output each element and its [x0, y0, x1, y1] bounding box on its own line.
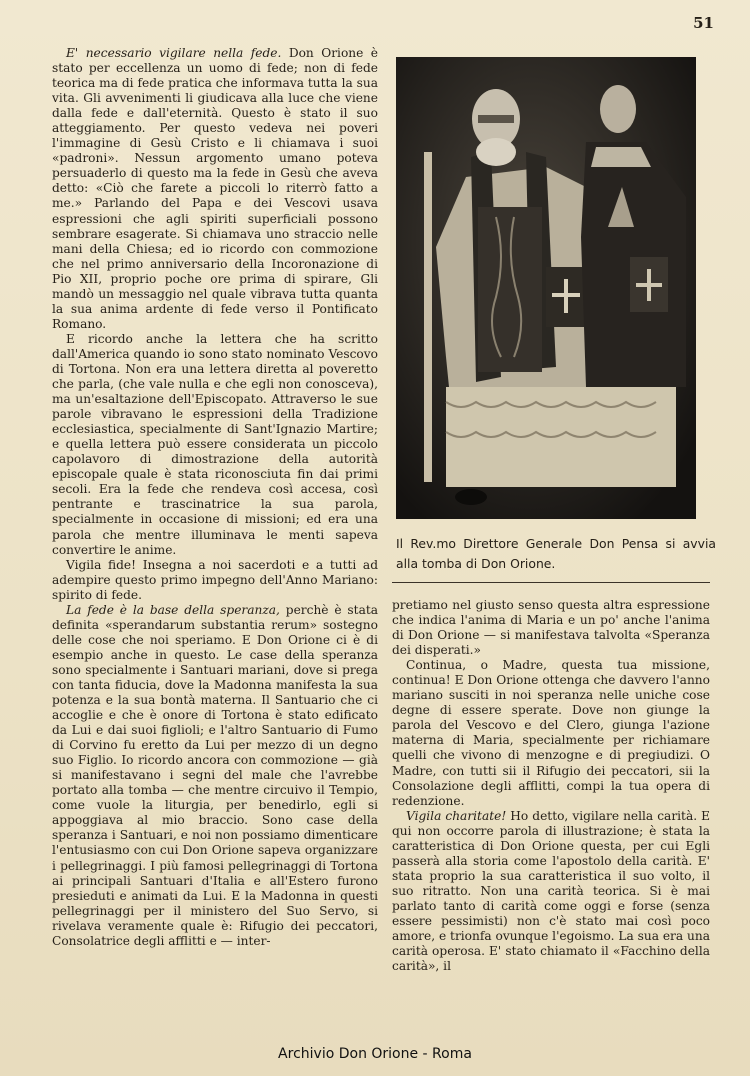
photo-caption: Il Rev.mo Direttore Generale Don Pensa si avvia alla tomba di Don Orione.	[396, 536, 716, 571]
paragraph-charity-text: Ho detto, vigilare nella carità. E qui non occorre parola di illustrazione; è stata la caratteristica di Don Orione questa, per cui Egli passerà alla storia come l'apostolo della carità. E' stata proprio la sua caratteristica il suo volto, il suo ritratto. Non una carità teorica. Si è mai parlato tanto di carità come oggi e forse (senza essere pessimisti) non c'è stato mai così poco amore, e trionfa ovunque l'egoismo. La sua era una carità operosa. E' stato chiamato il «Facchino della carità», il	[392, 808, 710, 974]
paragraph-tortona-letter: E ricordo anche la lettera che ha scritto dall'America quando io sono stato nominato Vescovo di Tortona. Non era una lettera diretta al poveretto che parla, (che vale nulla e che egli non conosceva), ma un'esaltazione dell'Episcopato. Attraverso le sue parole vibravano le espressioni della Tradizione ecclesiastica, specialmente di Sant'Ignazio Martire; e quella lettera può essere considerata un piccolo capolavoro di dimostrazione della autorità episcopale quale è stata riconosciuta fin dai primi secoli. Era la fede che rendeva così accesa, così pentrante e trascinatrice la sua parola, specialmente in occasione di missioni; ed era una parola che mentre illuminava le menti sapeva convertire le anime.	[52, 331, 378, 557]
paragraph-vigila-fide: Vigila fide! Insegna a noi sacerdoti e a tutti ad adempire questo primo impegno dell'Anno Mariano: spirito di fede.	[52, 557, 378, 602]
paragraph-faith-text: Don Orione è stato per eccellenza un uomo di fede; non di fede teorica ma di fede pratica che informava tutta la sua vita. Gli avvenimenti li giudicava alla luce che viene dalla fede e dall'eternità. Questo è stato il suo atteggiamento. Per questo vedeva nei poveri l'immagine di Gesù Cristo e li chiamava i suoi «padroni». Nessun argomento umano poteva persuaderlo di questo ma la fede in Gesù che aveva detto: «Ciò che farete a piccoli lo riterrò fatto a me.» Parlando del Papa e dei Vescovi usava espressioni che agli spiriti superficiali possono sembrare esagerate. Si chiamava uno straccio nelle mani della Chiesa; ed io ricordo con commozione che nel primo anniversario della Incoronazione di Pio XII, proprio poche ore prima di spirare, Gli mandò un messaggio nel quale vibrava tutta quanta la sua anima ardente di fede verso il Pontificato Romano.	[52, 46, 378, 331]
page-number: 51	[693, 14, 714, 32]
section-lead-faith: E' necessario vigilare nella fede.	[66, 46, 282, 60]
section-lead-charity: Vigila charitate!	[406, 808, 507, 823]
paragraph-faith	[52, 46, 378, 332]
paragraph-hope-text: perchè è stata definita «sperandarum substantia rerum» sostegno delle cose che noi speriamo. E Don Orione ci è di esempio anche in questo. Le case della speranza sono specialmente i Santuari mariani, dove si prega con tanta fiducia, dove la Madonna manifesta la sua potenza e la sua bontà materna. Il Santuario che ci accoglie e che è onore di Tortona è stato edificato da Lui e dai suoi figlioli; e l'altro Santuario di Fumo di Corvino fu eretto da Lui per mezzo di un degno suo Figlio. Io ricordo ancora con commozione — già si manifestavano i segni del male che l'avrebbe portato alla tomba — che mentre circuivo il Tempio, come vuole la liturgia, per benedirlo, egli si appoggiava al mio braccio. Sono case della speranza i Santuari, e noi non possiamo dimenticare l'entusiasmo con cui Don Orione sapeva organizzare i pellegrinaggi. I più famosi pellegrinaggi di Tortona ai principali Santuari d'Italia e all'Estero furono presieduti e animati da Lui. E la Madonna in questi pellegrinaggi per il ministero del Suo Servo, si rivelava veramente quale è: Rifugio dei peccatori, Consolatrice degli afflitti e — inter-	[52, 602, 378, 948]
left-column	[52, 46, 378, 981]
photo-illustration	[396, 57, 696, 519]
section-divider	[392, 582, 710, 583]
archive-footer: Archivio Don Orione - Roma	[278, 1046, 472, 1062]
section-lead-hope: La fede è la base della speranza,	[66, 602, 280, 617]
paragraph-charity	[392, 809, 710, 975]
paragraph-continua-madre: Continua, o Madre, questa tua missione, continua! E Don Orione ottenga che davvero l'anno mariano susciti in noi speranza nelle uniche cose degne di essere sperate. Dove non giunge la parola del Vescovo e del Clero, giunga l'azione materna di Maria, specialmente per richiamare quelli che vivono di menzogne e di pregiudizi. O Madre, con tutti sii il Rifugio dei peccatori, sii la Consolazione degli afflitti, compi la tua opera di redenzione.	[392, 658, 710, 808]
right-column	[392, 598, 710, 978]
paragraph-hope	[52, 603, 378, 949]
photograph	[396, 57, 696, 519]
paragraph-hope-continued: pretiamo nel giusto senso questa altra espressione che indica l'anima di Maria e un po' anche l'anima di Don Orione — si manifestava talvolta «Speranza dei disperati.»	[392, 598, 710, 658]
